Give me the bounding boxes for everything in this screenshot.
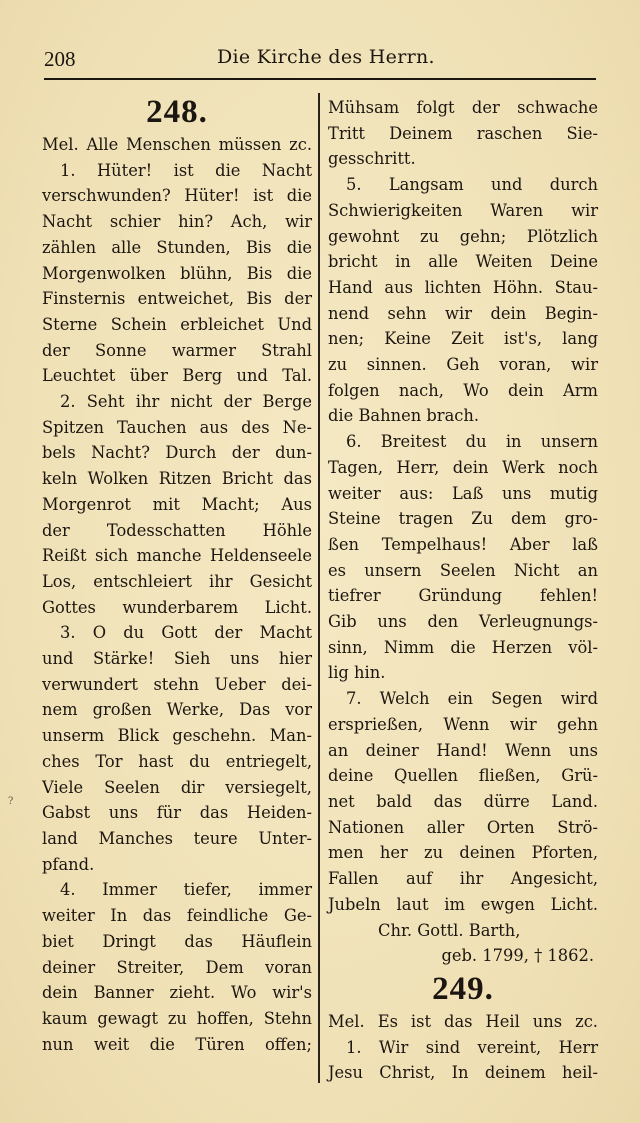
verse-line: nem großen Werke, Das vor bbox=[42, 700, 312, 720]
verse-line: net bald das dürre Land. bbox=[328, 791, 598, 811]
verse-line: weiter aus: Laß uns mutig bbox=[328, 483, 598, 503]
verse-line: Mühsam folgt der schwache bbox=[328, 98, 598, 117]
verse-line: Steine tragen Zu dem gro- bbox=[328, 509, 598, 529]
hymn-melody: Mel. Alle Menschen müssen zc. bbox=[42, 135, 312, 154]
verse-line: sinn, Nimm die Herzen völ- bbox=[328, 637, 598, 657]
verse-line: ches Tor hast du entriegelt, bbox=[42, 751, 312, 771]
verse-line: Spitzen Tauchen aus des Ne- bbox=[42, 417, 312, 437]
verse-line: nen; Keine Zeit ist's, lang bbox=[328, 329, 598, 349]
column-divider bbox=[318, 93, 320, 1083]
hymn-melody: Mel. Es ist das Heil uns zc. bbox=[328, 1011, 598, 1031]
verse-line: es unsern Seelen Nicht an bbox=[328, 560, 598, 580]
verse-line: unserm Blick geschehn. Man- bbox=[42, 726, 312, 746]
left-column bbox=[42, 92, 312, 1057]
verse-line: Finsternis entweichet, Bis der bbox=[42, 289, 312, 309]
verse-line: verschwunden? Hüter! ist die bbox=[42, 186, 312, 206]
verse-line: kaum gewagt zu hoffen, Stehn bbox=[42, 1008, 312, 1028]
verse-line: die Bahnen brach. bbox=[328, 406, 480, 426]
verse-line: 4. Immer tiefer, immer bbox=[60, 880, 312, 900]
margin-mark: ? bbox=[8, 796, 14, 807]
verse-line: folgen nach, Wo dein Arm bbox=[328, 380, 598, 400]
verse-line: zählen alle Stunden, Bis die bbox=[42, 237, 312, 257]
verse-line: Morgenwolken blühn, Bis die bbox=[42, 263, 312, 283]
verse-line: Nacht schier hin? Ach, wir bbox=[42, 212, 312, 232]
verse-line: 7. Welch ein Segen wird bbox=[346, 689, 598, 709]
verse-line: Tritt Deinem raschen Sie- bbox=[328, 123, 598, 143]
verse-line: Gabst uns für das Heiden- bbox=[42, 803, 312, 823]
verse-line: ersprießen, Wenn wir gehn bbox=[328, 714, 598, 734]
right-column bbox=[328, 95, 598, 1086]
verse-line: bels Nacht? Durch der dun- bbox=[42, 443, 312, 463]
verse-line: zu sinnen. Geh voran, wir bbox=[328, 355, 598, 375]
verse-line: deine Quellen fließen, Grü- bbox=[328, 766, 598, 786]
verse-line: Nationen aller Orten Strö- bbox=[328, 817, 598, 837]
verse-line: 1. Wir sind vereint, Herr bbox=[346, 1037, 598, 1057]
verse-line: Viele Seelen dir versiegelt, bbox=[42, 777, 312, 797]
verse-line: Schwierigkeiten Waren wir bbox=[328, 200, 598, 220]
verse-line: Jesu Christ, In deinem heil- bbox=[328, 1063, 598, 1083]
verse-line: gewohnt zu gehn; Plötzlich bbox=[328, 226, 598, 246]
verse-line: Leuchtet über Berg und Tal. bbox=[42, 366, 312, 386]
verse-line: Hand aus lichten Höhn. Stau- bbox=[328, 277, 598, 297]
verse-line: nend sehn wir dein Begin- bbox=[328, 303, 598, 323]
verse-line: 6. Breitest du in unsern bbox=[346, 432, 598, 452]
verse-line: weiter In das feindliche Ge- bbox=[42, 906, 312, 926]
verse-line: 5. Langsam und durch bbox=[346, 175, 598, 195]
verse-line: der Sonne warmer Strahl bbox=[42, 340, 312, 360]
verse-line: 3. O du Gott der Macht bbox=[60, 623, 312, 643]
hymn-248-text bbox=[42, 158, 312, 1058]
hymn-number-248: 248. bbox=[146, 94, 208, 130]
verse-line: nun weit die Türen offen; bbox=[42, 1034, 312, 1054]
verse-line: gesschritt. bbox=[328, 149, 416, 169]
verse-line: biet Dringt das Häuflein bbox=[42, 931, 312, 951]
verse-line: men her zu deinen Pforten, bbox=[328, 843, 598, 863]
verse-line: keln Wolken Ritzen Bricht das bbox=[42, 469, 312, 489]
author-dates: geb. 1799, † 1862. bbox=[441, 946, 594, 966]
verse-line: tiefrer Gründung fehlen! bbox=[328, 586, 598, 606]
page-header bbox=[44, 40, 596, 80]
verse-line: an deiner Hand! Wenn uns bbox=[328, 740, 598, 760]
verse-line: deiner Streiter, Dem voran bbox=[42, 957, 312, 977]
verse-line: und Stärke! Sieh uns hier bbox=[42, 649, 312, 669]
verse-line: Gottes wunderbarem Licht. bbox=[42, 597, 312, 617]
verse-line: der Todesschatten Höhle bbox=[42, 520, 312, 540]
verse-line: land Manches teure Unter- bbox=[42, 828, 312, 848]
verse-line: Gib uns den Verleugnungs- bbox=[328, 612, 598, 632]
verse-line: Morgenrot mit Macht; Aus bbox=[42, 494, 312, 514]
verse-line: Jubeln laut im ewgen Licht. bbox=[328, 894, 598, 914]
hymn-author bbox=[328, 918, 598, 969]
verse-line: verwundert stehn Ueber dei- bbox=[42, 674, 312, 694]
verse-line: dein Banner zieht. Wo wir's bbox=[42, 983, 312, 1003]
hymn-number-249: 249. bbox=[432, 970, 494, 1007]
verse-line: bricht in alle Weiten Deine bbox=[328, 252, 598, 272]
verse-line: Reißt sich manche Heldenseele bbox=[42, 546, 312, 566]
verse-line: Sterne Schein erbleichet Und bbox=[42, 314, 312, 334]
verse-line: Fallen auf ihr Angesicht, bbox=[328, 869, 598, 889]
author-name: Chr. Gottl. Barth, bbox=[378, 920, 521, 940]
verse-line: pfand. bbox=[42, 854, 95, 874]
running-title: Die Kirche des Herrn. bbox=[217, 46, 435, 68]
verse-line: lig hin. bbox=[328, 663, 386, 683]
verse-line: Los, entschleiert ihr Gesicht bbox=[42, 571, 312, 591]
verse-line: 1. Hüter! ist die Nacht bbox=[60, 160, 312, 180]
header-rule bbox=[44, 78, 596, 80]
verse-line: 2. Seht ihr nicht der Berge bbox=[60, 392, 312, 412]
hymn-248-continued bbox=[328, 95, 598, 918]
verse-line: Tagen, Herr, dein Werk noch bbox=[328, 457, 598, 477]
verse-line: ßen Tempelhaus! Aber laß bbox=[328, 534, 598, 554]
page-number: 208 bbox=[44, 47, 76, 71]
